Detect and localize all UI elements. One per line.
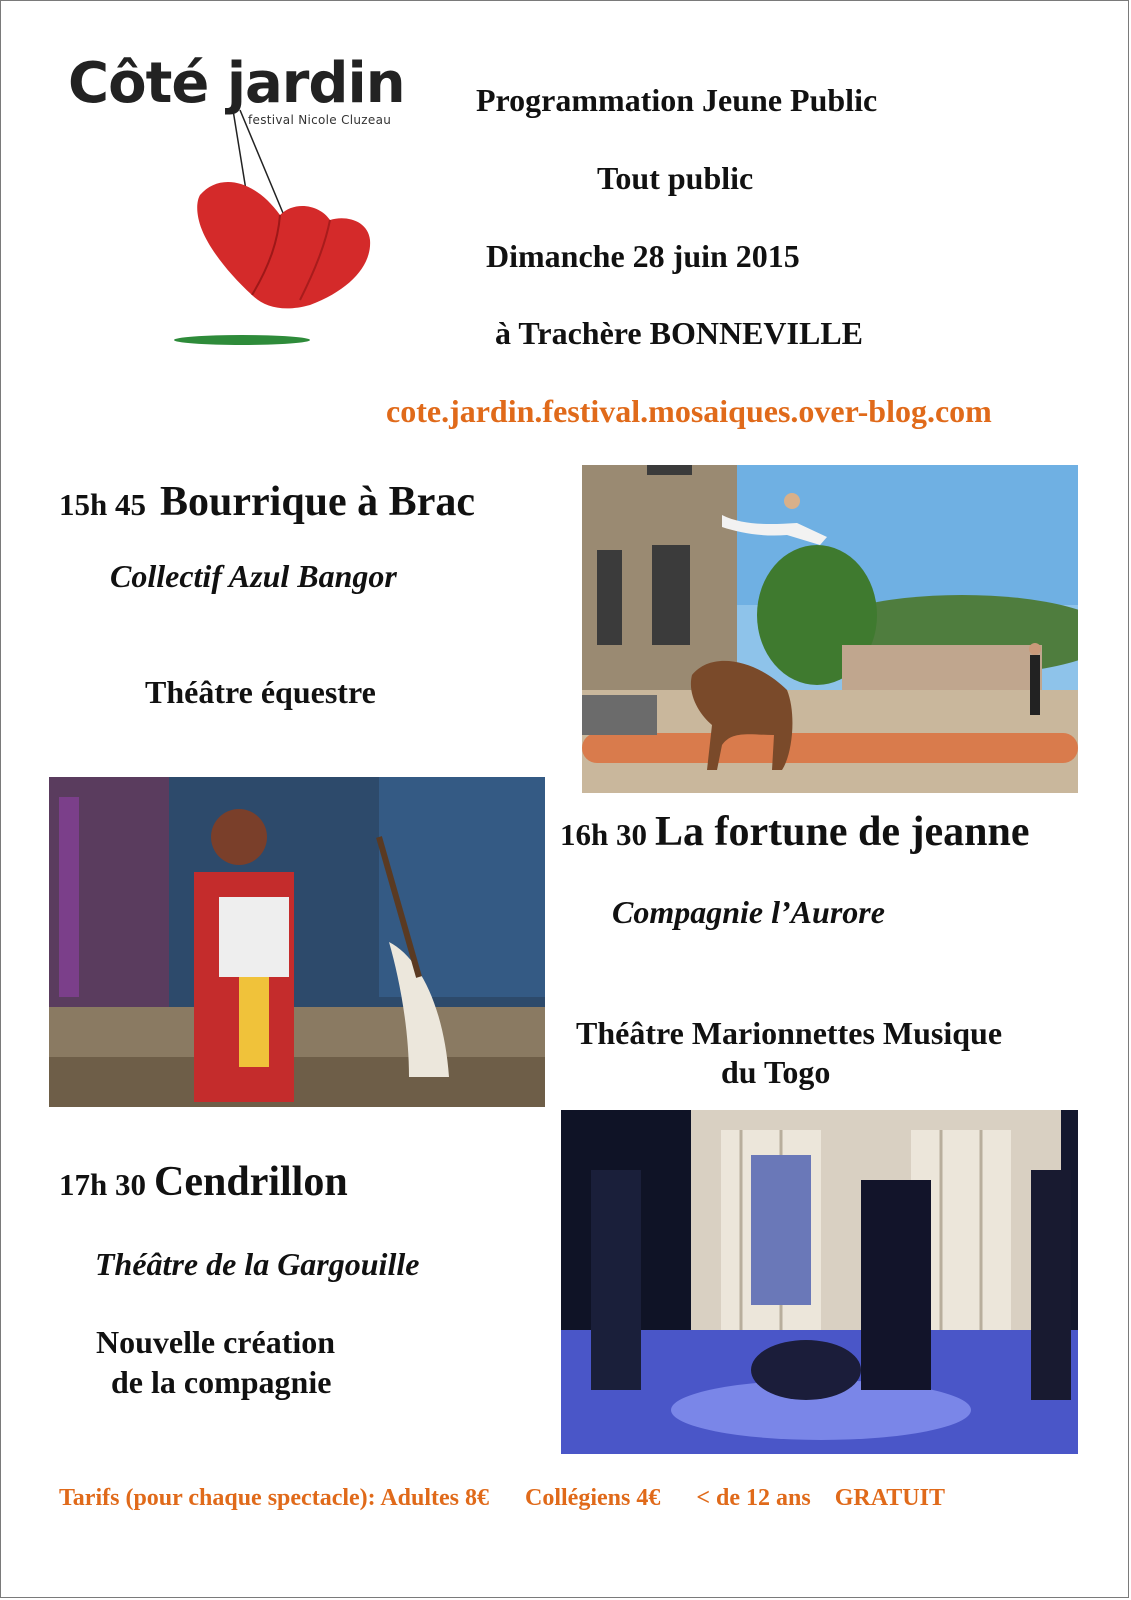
- show-2-company: Compagnie l’Aurore: [612, 894, 885, 930]
- show-2-genre-line-1: Théâtre Marionnettes Musique: [576, 1015, 1003, 1051]
- show-3-heading: [59, 1158, 348, 1206]
- show-2-time: 16h 30: [560, 817, 647, 852]
- show-1-company: Collectif Azul Bangor: [110, 558, 397, 594]
- logo-subtitle: festival Nicole Cluzeau: [248, 113, 392, 127]
- festival-url-link[interactable]: cote.jardin.festival.mosaiques.over-blog.com: [386, 393, 992, 429]
- puppet-show-photo: [49, 777, 545, 1107]
- show-1-title: Bourrique à Brac: [160, 479, 475, 525]
- pricing-adults: Tarifs (pour chaque spectacle): Adultes 8€: [59, 1485, 490, 1511]
- equestrian-show-photo: [582, 465, 1078, 793]
- pricing-line: [59, 1485, 945, 1512]
- show-1-heading: [59, 478, 475, 526]
- pricing-children: < de 12 ans: [696, 1485, 811, 1511]
- pricing-free: GRATUIT: [834, 1485, 945, 1511]
- show-1-genre: Théâtre équestre: [145, 674, 376, 710]
- show-3-company: Théâtre de la Gargouille: [95, 1246, 420, 1282]
- show-2-genre-line-2: du Togo: [721, 1054, 831, 1090]
- show-3-note-line-1: Nouvelle création: [96, 1324, 336, 1360]
- show-1-time: 15h 45: [59, 487, 146, 522]
- show-3-time: 17h 30: [59, 1167, 146, 1202]
- event-date: Dimanche 28 juin 2015: [486, 238, 800, 274]
- pricing-students: Collégiens 4€: [525, 1485, 661, 1511]
- show-3-title: Cendrillon: [154, 1159, 348, 1205]
- logo-title: Côté jardin: [68, 51, 405, 116]
- show-2-title: La fortune de jeanne: [655, 809, 1030, 855]
- cendrillon-show-photo: [561, 1110, 1078, 1454]
- audience-label: Tout public: [597, 160, 754, 196]
- show-3-note-line-2: de la compagnie: [111, 1364, 332, 1400]
- event-place: à Trachère BONNEVILLE: [495, 315, 864, 351]
- program-title: Programmation Jeune Public: [476, 82, 878, 118]
- show-2-heading: [560, 808, 1029, 856]
- logo-swing-chair-image: [160, 100, 390, 360]
